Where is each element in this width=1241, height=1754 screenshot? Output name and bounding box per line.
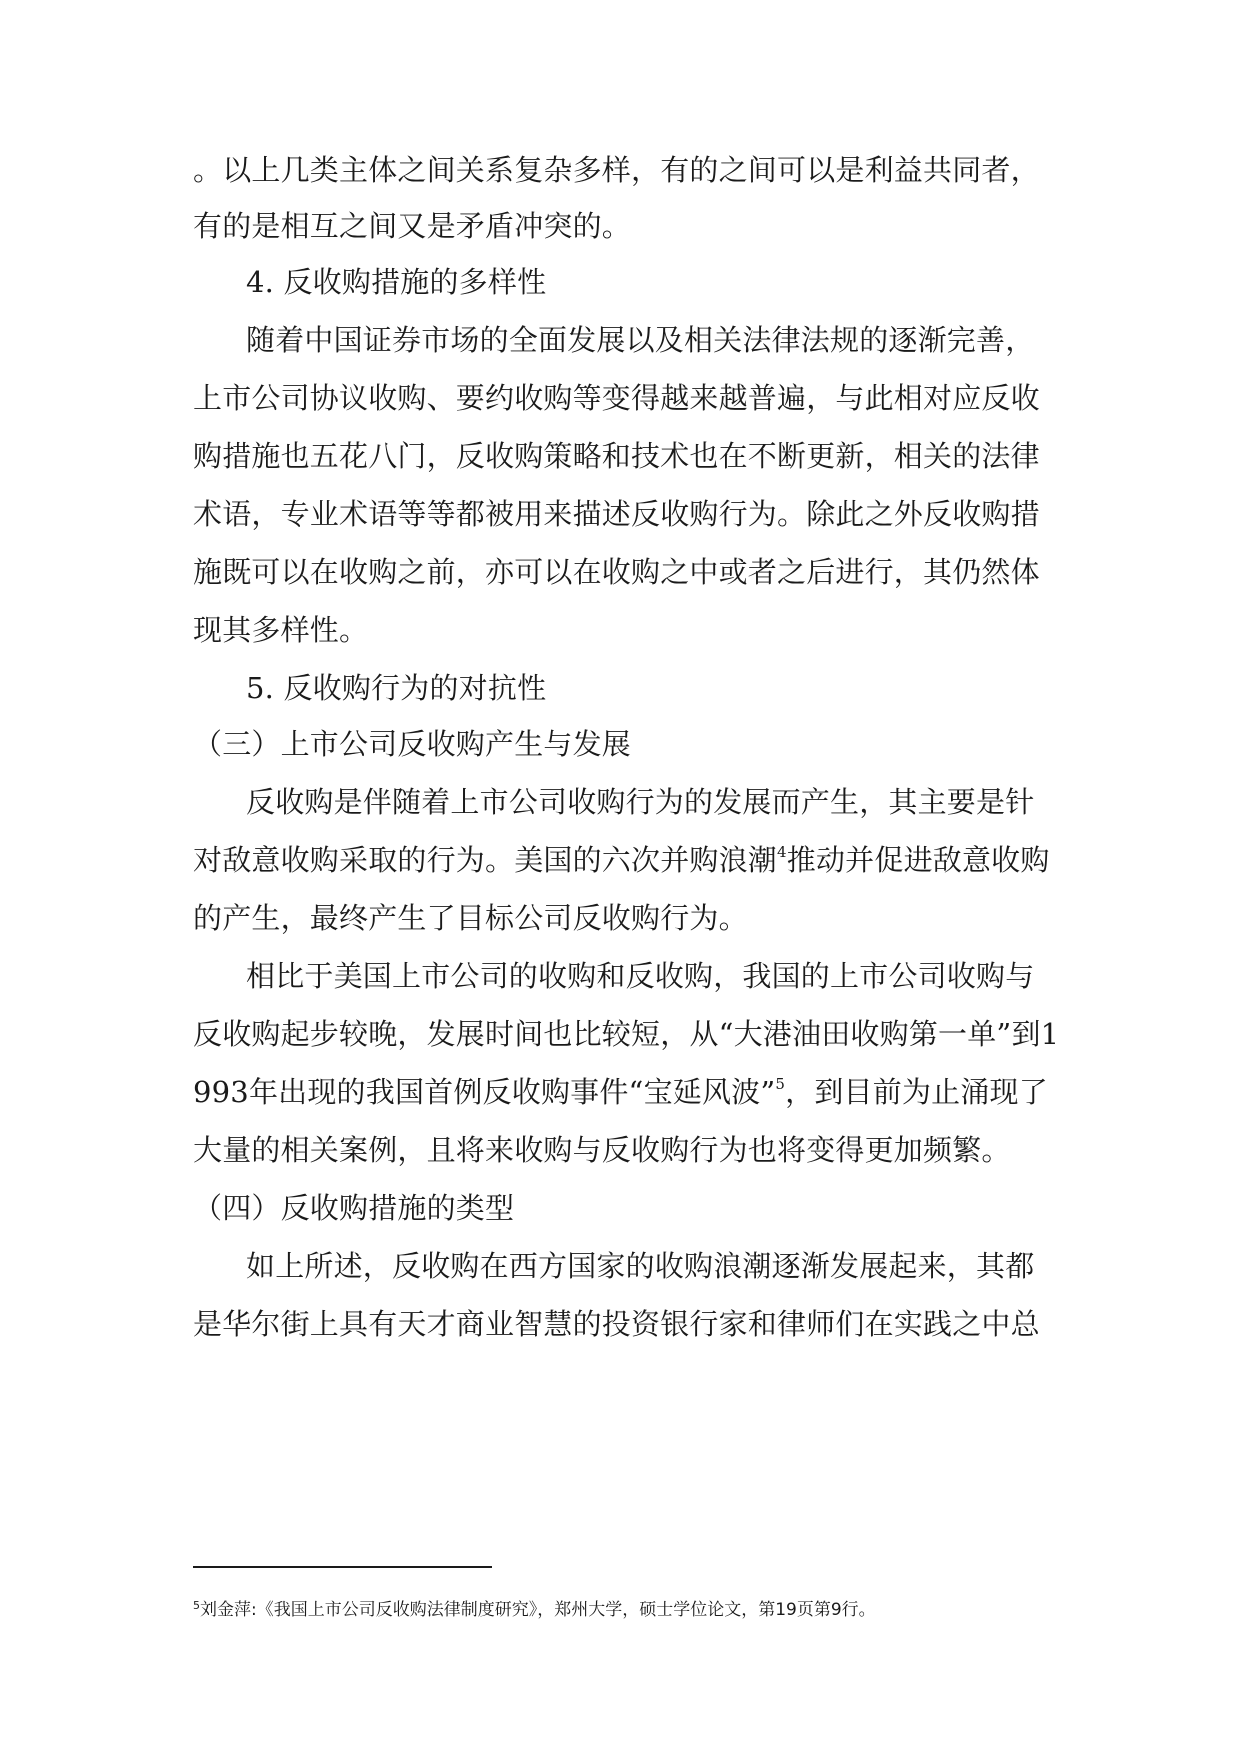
body-text: 993年出现的我国首例反收购事件“宝延风波” xyxy=(193,1075,776,1109)
footnote-text: 刘金萍:《我国上市公司反收购法律制度研究》，郑州大学，硕士学位论文，第19页第9行。 xyxy=(200,1600,876,1620)
body-line: 大量的相关案例，且将来收购与反收购行为也将变得更加频繁。 xyxy=(193,1133,1011,1167)
body-line: 有的是相互之间又是矛盾冲突的。 xyxy=(193,209,632,243)
body-line: 的产生，最终产生了目标公司反收购行为。 xyxy=(193,901,748,935)
subheading-5: 5. 反收购行为的对抗性 xyxy=(246,671,547,705)
body-line: 。以上几类主体之间关系复杂多样，有的之间可以是利益共同者， xyxy=(193,153,1040,187)
body-text: 推动并促进敌意收购 xyxy=(786,843,1050,877)
body-text: 对敌意收购采取的行为。美国的六次并购浪潮 xyxy=(193,843,778,877)
body-line: 反收购是伴随着上市公司收购行为的发展而产生，其主要是针 xyxy=(246,785,1035,819)
body-line xyxy=(193,1072,1048,1112)
section-heading-3: （三）上市公司反收购产生与发展 xyxy=(193,727,632,761)
footnote-ref-5[interactable]: 5 xyxy=(775,1075,786,1093)
body-line: 反收购起步较晚，发展时间也比较短，从“大港油田收购第一单”到1 xyxy=(193,1017,1060,1051)
body-line: 如上所述，反收购在西方国家的收购浪潮逐渐发展起来，其都 xyxy=(246,1249,1035,1283)
footnote-ref-4[interactable]: 4 xyxy=(777,843,787,861)
body-line: 购措施也五花八门，反收购策略和技术也在不断更新，相关的法律 xyxy=(193,439,1040,473)
body-line: 是华尔街上具有天才商业智慧的投资银行家和律师们在实践之中总 xyxy=(193,1307,1040,1341)
body-text: ，到目前为止涌现了 xyxy=(785,1075,1048,1109)
body-line: 随着中国证券市场的全面发展以及相关法律法规的逐渐完善， xyxy=(246,323,1035,357)
footnote-separator xyxy=(193,1566,492,1568)
footnote xyxy=(193,1598,876,1622)
body-line: 术语，专业术语等等都被用来描述反收购行为。除此之外反收购措 xyxy=(193,497,1040,531)
footnote-mark: 5 xyxy=(193,1599,200,1612)
subheading-4: 4. 反收购措施的多样性 xyxy=(246,265,547,299)
body-line xyxy=(193,840,1050,880)
body-line: 相比于美国上市公司的收购和反收购，我国的上市公司收购与 xyxy=(246,959,1035,993)
body-line: 上市公司协议收购、要约收购等变得越来越普遍，与此相对应反收 xyxy=(193,381,1040,415)
body-line: 施既可以在收购之前，亦可以在收购之中或者之后进行，其仍然体 xyxy=(193,555,1040,589)
body-line: 现其多样性。 xyxy=(193,613,369,647)
section-heading-4: （四）反收购措施的类型 xyxy=(193,1191,515,1225)
